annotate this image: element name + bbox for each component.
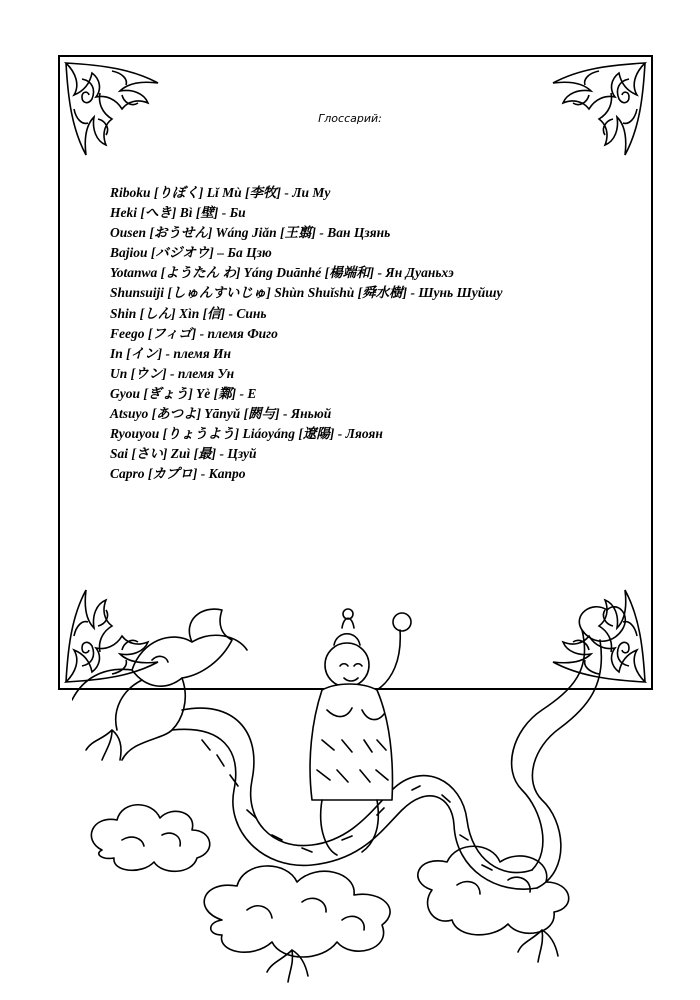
glossary-entry: Ryouyou [りょうよう] Liáoyáng [遼陽] - Ляоян (110, 426, 383, 442)
glossary-entry: Atsuyo [あつよ] Yānyǔ [閼与] - Яньюй (110, 406, 332, 422)
cloud-icon (418, 846, 569, 935)
glossary-entry: In [イン] - племя Ин (110, 345, 232, 361)
cloud-icon (91, 805, 209, 872)
glossary-entry: Yotanwa [ようたん わ] Yáng Duānhé [楊端和] - Ян Дуаньхэ (110, 265, 454, 281)
rider-figure-icon (310, 609, 411, 855)
glossary-entry: Shin [しん] Xìn [信] - Синь (110, 305, 267, 321)
glossary-entry: Riboku [りぼく] Lǐ Mù [李牧] - Ли Му (110, 185, 331, 200)
glossary-entry: Sai [さい] Zuì [最] - Цзуй (110, 446, 257, 462)
dragon-body-icon (172, 607, 625, 889)
glossary-entry: Bajiou [バジオウ] – Ба Цзю (110, 245, 272, 261)
glossary-entry: Heki [へき] Bì [壁] - Би (110, 205, 246, 221)
glossary-entry: Gyou [ぎょう] Yè [鄴] - Е (110, 385, 257, 401)
dragon-head-icon (72, 609, 247, 760)
glossary-entry: Feego [フィゴ] - племя Фиго (110, 325, 278, 341)
dragon-rider-illustration-icon (72, 590, 632, 990)
cloud-icon (204, 866, 390, 957)
glossary-list (110, 183, 503, 484)
page-title: Глоссарий: (318, 112, 382, 125)
glossary-entry: Ousen [おうせん] Wáng Jiǎn [王翦] - Ван Цзянь (110, 225, 391, 241)
glossary-entry: Shunsuiji [しゅんすいじゅ] Shùn Shuǐshù [舜水樹] - Шунь Шуйшу (110, 285, 503, 301)
glossary-entry: Capro [カプロ] - Капро (110, 466, 246, 482)
glossary-entry: Un [ウン] - племя Ун (110, 365, 235, 381)
